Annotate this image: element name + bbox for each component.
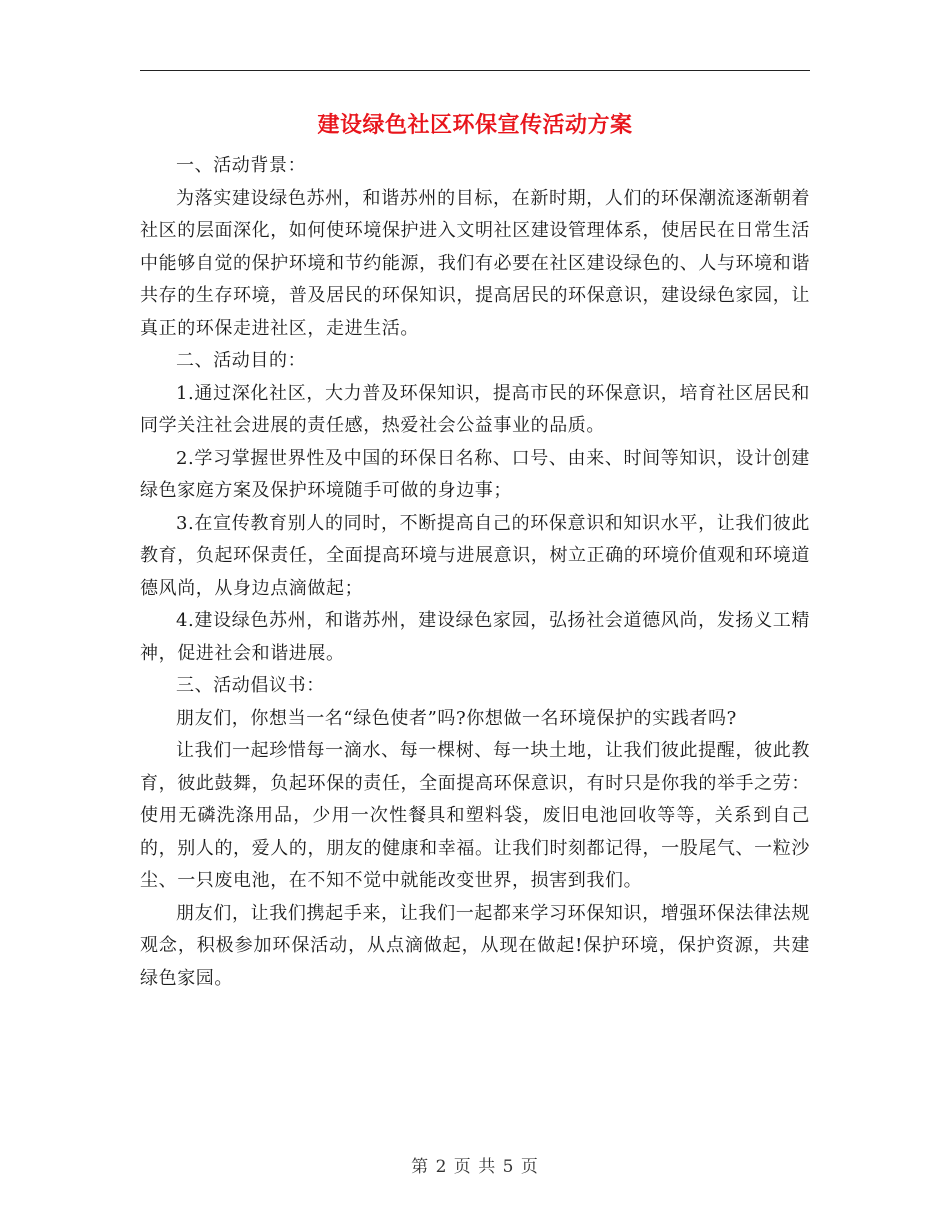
paragraph-proposal-3: 朋友们，让我们携起手来，让我们一起都来学习环保知识，增强环保法律法规观念，积极参加环保活动，从点滴做起，从现在做起!保护环境，保护资源，共建绿色家园。 (140, 902, 810, 989)
page-number-footer: 第 2 页 共 5 页 (411, 1157, 539, 1177)
section-heading-purpose: 二、活动目的： (176, 350, 307, 371)
paragraph-purpose-3: 3.在宣传教育别人的同时，不断提高自己的环保意识和知识水平，让我们彼此教育，负起环保责任，全面提高环境与进展意识，树立正确的环境价值观和环境道德风尚，从身边点滴做起； (140, 512, 810, 599)
section-heading-proposal: 三、活动倡议书： (176, 675, 325, 696)
paragraph-purpose-1: 1.通过深化社区，大力普及环保知识，提高市民的环保意识，培育社区居民和同学关注社会进展的责任感，热爱社会公益事业的品质。 (140, 382, 810, 436)
section-heading-background: 一、活动背景： (176, 155, 307, 176)
document-title: 建设绿色社区环保宣传活动方案 (317, 112, 633, 138)
paragraph-proposal-1: 朋友们，你想当一名“绿色使者”吗?你想做一名环境保护的实践者吗? (176, 707, 737, 729)
paragraph-background: 为落实建设绿色苏州，和谐苏州的目标，在新时期，人们的环保潮流逐渐朝着社区的层面深化，如何使环境保护进入文明社区建设管理体系，使居民在日常生活中能够自觉的保护环境和节约能源，我们有必要在社区建设绿色的、人与环境和谐共存的生存环境，普及居民的环保知识，提高居民的环保意识，建设绿色家园，让真正的环保走进社区，走进生活。 (140, 187, 810, 339)
document-body (140, 150, 810, 995)
paragraph-proposal-2: 让我们一起珍惜每一滴水、每一棵树、每一块土地，让我们彼此提醒，彼此教育，彼此鼓舞，负起环保的责任，全面提高环保意识，有时只是你我的举手之劳：使用无磷洗涤用品，少用一次性餐具和塑料袋，废旧电池回收等等，关系到自己的，别人的，爱人的，朋友的健康和幸福。让我们时刻都记得，一股尾气、一粒沙尘、一只废电池，在不知不觉中就能改变世界，损害到我们。 (140, 740, 810, 891)
header-rule (140, 70, 810, 71)
paragraph-purpose-2: 2.学习掌握世界性及中国的环保日名称、口号、由来、时间等知识，设计创建绿色家庭方案及保护环境随手可做的身边事； (140, 447, 810, 501)
paragraph-purpose-4: 4.建设绿色苏州，和谐苏州，建设绿色家园，弘扬社会道德风尚，发扬义工精神，促进社会和谐进展。 (140, 610, 810, 664)
